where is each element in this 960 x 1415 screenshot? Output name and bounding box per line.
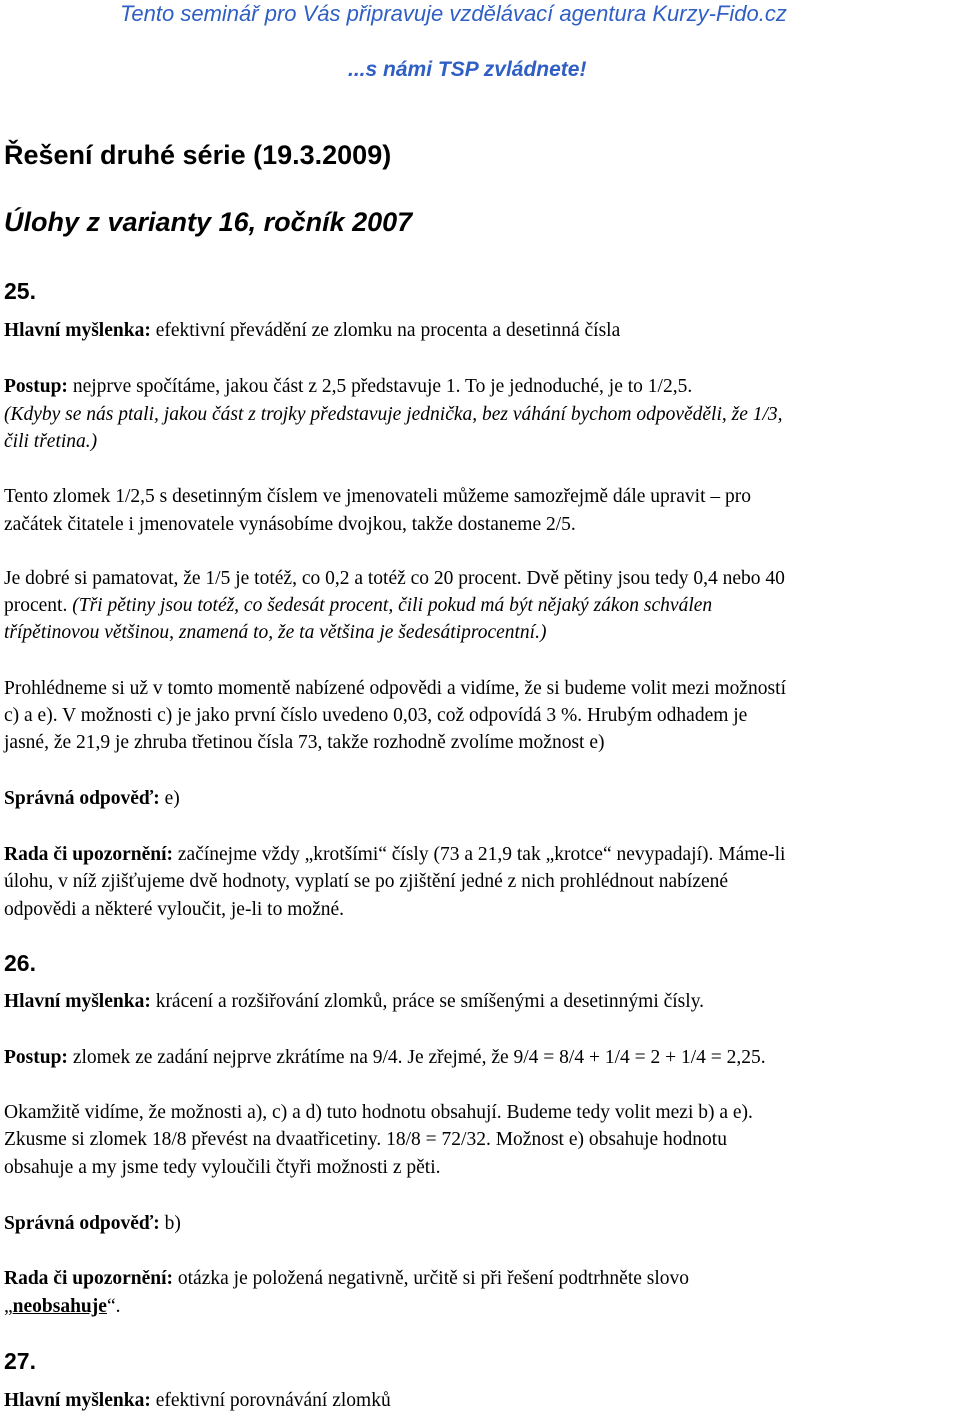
procedure-text: zlomek ze zadání nejprve zkrátíme na 9/4. Je zřejmé, že 9/4 = 8/4 + 1/4 = 2 + 1/4 = 2,25. [67, 1047, 766, 1068]
page-subtitle: Úlohy z varianty 16, ročník 2007 [4, 207, 413, 237]
answer-label: Správná odpověď: [4, 788, 160, 809]
task-25-tip-line2: úlohu, v níž zjišťujeme dvě hodnoty, vyplatí se po zjištění jedné z nich prohlédnout nabízené [4, 871, 729, 892]
para3-italic: (Tři pětiny jsou totéž, co šedesát procent, čili pokud má být nějaký zákon schválen [72, 595, 713, 616]
task-25-procedure [4, 375, 692, 399]
underlined-word: neobsahuje [12, 1296, 107, 1317]
tip-text: začínejme vždy „krotšími“ čísly (73 a 21,9 tak „krotce“ nevypadají). Máme-li [173, 844, 786, 865]
quote-close: “. [106, 1296, 121, 1317]
task-25-para3-line1: Je dobré si pamatovat, že 1/5 je totéž, co 0,2 a totéž co 20 procent. Dvě pětiny jsou tedy 0,4 nebo 40 [4, 568, 785, 589]
main-idea-label: Hlavní myšlenka: [4, 1390, 151, 1411]
page-title: Řešení druhé série (19.3.2009) [4, 140, 392, 170]
tip-text: otázka je položená negativně, určitě si při řešení podtrhněte slovo [173, 1268, 690, 1289]
main-idea-label: Hlavní myšlenka: [4, 991, 151, 1012]
task-26-answer [4, 1212, 181, 1236]
header-slogan: ...s námi TSP zvládnete! [348, 58, 587, 81]
task-25-italic-note-2: čili třetina.) [4, 431, 98, 452]
header-agency-line: Tento seminář pro Vás připravuje vzdělávací agentura Kurzy-Fido.cz [120, 1, 787, 26]
main-idea-text: efektivní porovnávání zlomků [150, 1390, 391, 1411]
task-25-para4-line1: Prohlédneme si už v tomto momentě nabízené odpovědi a vidíme, že si budeme volit mezi možností [4, 678, 786, 699]
task-26-para2-line3: obsahuje a my jsme tedy vyloučili čtyři možnosti z pěti. [4, 1157, 441, 1178]
answer-value: e) [159, 788, 180, 809]
tip-label: Rada či upozornění: [4, 844, 174, 865]
task-25-para2-line2: začátek čitatele i jmenovatele vynásobíme dvojkou, takže dostaneme 2/5. [4, 514, 576, 535]
task-25-main-idea [4, 319, 620, 343]
task-26-tip-line1 [4, 1267, 689, 1291]
task-27-number: 27. [4, 1348, 36, 1374]
task-25-para3-line3: třípětinovou většinou, znamená to, že ta většina je šedesátiprocentní.) [4, 622, 547, 643]
task-26-para2-line1: Okamžitě vidíme, že možnosti a), c) a d) tuto hodnotu obsahují. Budeme tedy volit mezi b) a e). [4, 1102, 753, 1123]
task-26-number: 26. [4, 950, 36, 976]
task-25-para4-line3: jasné, že 21,9 je zhruba třetinou čísla 73, takže rozhodně zvolíme možnost e) [4, 732, 605, 753]
answer-label: Správná odpověď: [4, 1213, 160, 1234]
main-idea-label: Hlavní myšlenka: [4, 320, 151, 341]
task-25-number: 25. [4, 278, 36, 304]
task-25-answer [4, 787, 180, 811]
tip-label: Rada či upozornění: [4, 1268, 174, 1289]
task-25-tip-line1 [4, 843, 785, 867]
task-25-tip-line3: odpovědi a některé vyloučit, je-li to možné. [4, 899, 345, 920]
task-26-para2-line2: Zkusme si zlomek 18/8 převést na dvaatřicetiny. 18/8 = 72/32. Možnost e) obsahuje hodnotu [4, 1129, 727, 1150]
task-26-tip-line2 [4, 1295, 120, 1319]
para3-text: procent. [4, 595, 73, 616]
main-idea-text: efektivní převádění ze zlomku na procenta a desetinná čísla [150, 320, 621, 341]
task-25-para4-line2: c) a e). V možnosti c) je jako první číslo uvedeno 0,03, což odpovídá 3 %. Hrubým odhadem je [4, 705, 748, 726]
task-25-para3-line2 [4, 594, 712, 618]
procedure-label: Postup: [4, 376, 68, 397]
task-25-para2-line1: Tento zlomek 1/2,5 s desetinným číslem ve jmenovateli můžeme samozřejmě dále upravit – pro [4, 486, 751, 507]
task-26-main-idea [4, 990, 704, 1014]
main-idea-text: krácení a rozšiřování zlomků, práce se smíšenými a desetinnými čísly. [150, 991, 705, 1012]
procedure-text: nejprve spočítáme, jakou část z 2,5 představuje 1. To je jednoduché, je to 1/2,5. [67, 376, 693, 397]
task-27-main-idea [4, 1389, 391, 1413]
task-26-procedure [4, 1046, 766, 1070]
quote-open: „ [4, 1296, 13, 1317]
task-25-italic-note-1: (Kdyby se nás ptali, jakou část z trojky představuje jednička, bez váhání bychom odpověděli, že 1/3, [4, 404, 783, 425]
answer-value: b) [159, 1213, 181, 1234]
procedure-label: Postup: [4, 1047, 68, 1068]
